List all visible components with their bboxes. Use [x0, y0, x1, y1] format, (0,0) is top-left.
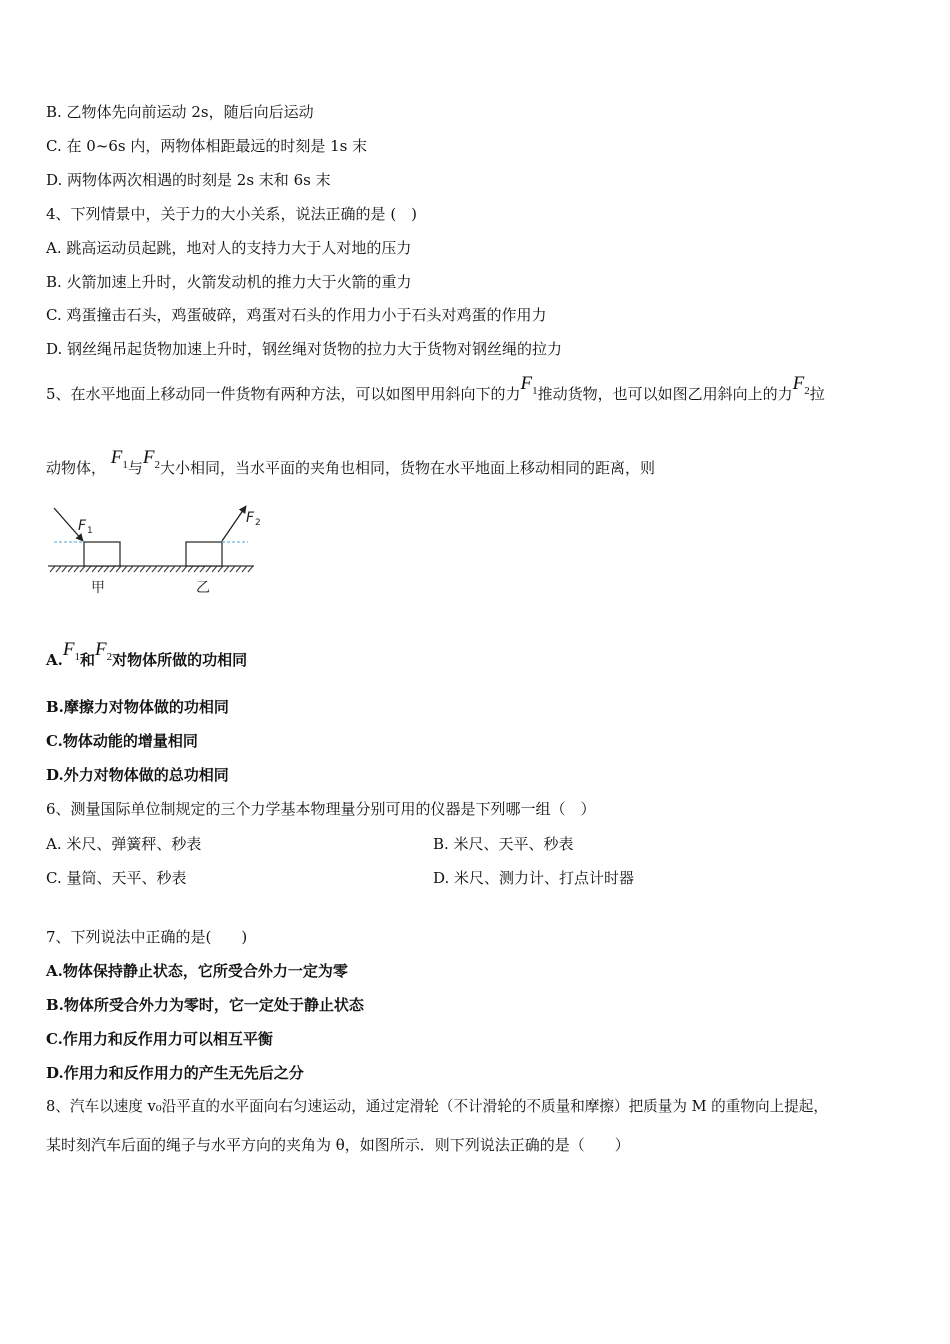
q8-stem-line2: 某时刻汽车后面的绳子与水平方向的夹角为 θ，如图所示．则下列说法正确的是（ ） [46, 1136, 630, 1154]
figure-label-yi: 乙 [196, 580, 210, 596]
q5-stem-part1: 5、在水平地面上移动同一件货物有两种方法，可以如图甲用斜向下的力 [46, 385, 521, 403]
q6-option-c: C. 量筒、天平、秒表 [46, 869, 187, 887]
q3-option-c: C. 在 0~6s 内，两物体相距最远的时刻是 1s 末 [46, 137, 368, 155]
ground-hatch [50, 566, 253, 572]
q5-stem-line2-b: 与 [127, 459, 143, 477]
f2-symbol: $F_2$ [792, 373, 810, 397]
q4-stem: 4、下列情景中，关于力的大小关系，说法正确的是 ( ) [46, 205, 418, 223]
q7-option-a: A.物体保持静止状态，它所受合外力一定为零 [46, 962, 348, 980]
f2-label: F [246, 510, 255, 526]
q4-option-a: A. 跳高运动员起跳，地对人的支持力大于人对地的压力 [46, 239, 412, 257]
q4-option-d: D. 钢丝绳吊起货物加速上升时，钢丝绳对货物的拉力大于货物对钢丝绳的拉力 [46, 340, 563, 358]
q5-stem-line2 [46, 447, 656, 485]
q5-stem-line2-a: 动物体， [46, 459, 107, 477]
svg-text:2: 2 [255, 518, 261, 528]
q8-stem-line1: 8、汽车以速度 v₀沿平直的水平面向右匀速运动，通过定滑轮（不计滑轮的不质量和摩擦）把质量为 M 的重物向上提起， [46, 1098, 828, 1115]
q5-option-b: B.摩擦力对物体做的功相同 [46, 698, 229, 716]
q7-stem: 7、下列说法中正确的是( ) [46, 928, 248, 946]
f1-label: F [78, 518, 87, 534]
q6-option-a: A. 米尺、弹簧秤、秒表 [46, 835, 202, 853]
svg-text:1: 1 [87, 526, 93, 536]
f2-symbol: $F_2$ [142, 447, 161, 471]
q5-stem-part2: 推动货物，也可以如图乙用斜向上的力 [537, 385, 793, 403]
f1-symbol: $F_1$ [62, 639, 80, 663]
q5-option-d: D.外力对物体做的总功相同 [46, 766, 229, 784]
f1-symbol: $F_1$ [520, 373, 538, 397]
box-yi [186, 542, 222, 566]
force-arrow-f2 [222, 506, 246, 541]
q5-stem-part3: 拉 [809, 385, 825, 403]
f1-symbol: $F_1$ [110, 447, 128, 471]
q7-option-d: D.作用力和反作用力的产生无先后之分 [46, 1064, 304, 1082]
q3-option-b: B. 乙物体先向前运动 2s，随后向后运动 [46, 103, 314, 121]
q7-option-c: C.作用力和反作用力可以相互平衡 [46, 1030, 273, 1048]
q6-option-d: D. 米尺、测力计、打点计时器 [433, 869, 635, 887]
q6-option-b: B. 米尺、天平、秒表 [433, 835, 574, 853]
q4-option-b: B. 火箭加速上升时，火箭发动机的推力大于火箭的重力 [46, 273, 412, 291]
f2-symbol: $F_2$ [95, 639, 113, 663]
box-jia [84, 542, 120, 566]
q7-option-b: B.物体所受合外力为零时，它一定处于静止状态 [46, 996, 364, 1014]
q5-option-c: C.物体动能的增量相同 [46, 732, 198, 750]
q6-stem: 6、测量国际单位制规定的三个力学基本物理量分别可用的仪器是下列哪一组（ ） [46, 800, 596, 818]
q4-option-c: C. 鸡蛋撞击石头，鸡蛋破碎，鸡蛋对石头的作用力小于石头对鸡蛋的作用力 [46, 306, 547, 324]
q5-option-a: $A.F_1$和$F_2$对物体所做的功相同 [46, 639, 248, 669]
q5-figure [40, 500, 270, 600]
q3-option-d: D. 两物体两次相遇的时刻是 2s 末和 6s 末 [46, 171, 331, 189]
q5-stem-line2-c: 大小相同，当水平面的夹角也相同，货物在水平地面上移动相同的距离，则 [160, 459, 656, 477]
q5-stem-line1 [46, 373, 825, 411]
figure-label-jia: 甲 [91, 580, 105, 596]
